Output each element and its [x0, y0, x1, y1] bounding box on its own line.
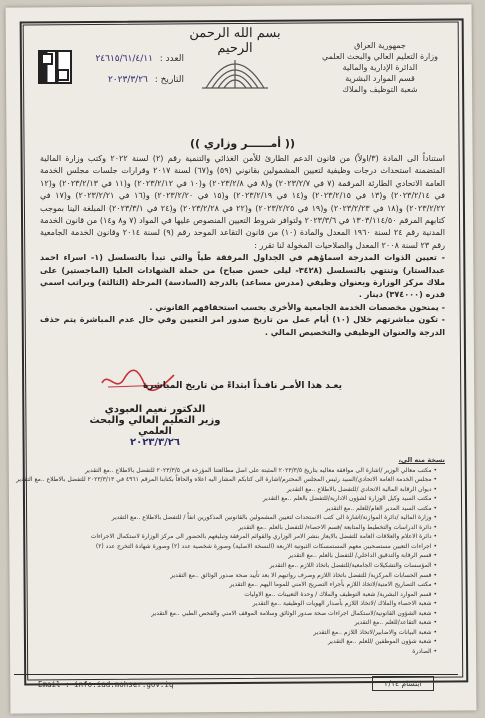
footer-divider	[14, 674, 458, 675]
copy-recipient: • مجلس الخدمة العامة الاتحادي/السيد رئيس المجلس المحترم/اشارة الى كتابكم المشار اليه اعلاه والحاقاً بكتابنا المرقم ٤٩٦١ في ٢٠٢٣/٣/١٣ للتفضل بالاطلاع ..مع التقدير	[40, 475, 437, 485]
copy-recipient: • مكتب التصاريح الامنية/لاتخاذ اللازم بأجراء التصريح الامني للموما اليهم ..مع التقدير	[40, 580, 437, 590]
org-line: وزارة التعليم العالي والبحث العلمي	[322, 52, 438, 61]
copy-recipient: • دائرة الدراسات والتخطيط والمتابعة /قسم الاحصاء/ للتفضل بالعلم ..مع التقدير	[40, 523, 437, 533]
copy-recipient: • قسم الموارد البشرية/ شعبة التوظيف والملاك / وحدة التعيينات ..مع الاوليات	[40, 590, 437, 600]
document-title: (( أمــــــر وزاري ))	[190, 137, 295, 150]
copy-recipient: • اجراءات التعيين مستصحبين معهم المستمسكات الثبوتية الاربعة (النسخة الاصلية) وصورة شخصية عدد (٢) وصورة شهادة التخرج عدد (٢)	[40, 542, 437, 552]
copy-recipient: • قسم الرقابة والتدقيق الداخلي/ للتفضل بالعلم ..مع التقدير	[40, 551, 437, 561]
ref-date-label: التاريخ :	[154, 75, 184, 85]
decision-item: - تكون مباشرتهم خلال (١٠) أيام عمل من تاريخ صدور امر التعيين وفي حال عدم المباشرة يتم حذف الدرجة والعنوان الوظيفي والتخصيص المالي .	[40, 314, 445, 337]
copy-recipient: • دائرة الاعلام والعلاقات العامة للتفضل بالايعاز بنشر الامر الوزاري والقوائم المرفقة وتبليغهم بالحضور الى مركز الوزارة لاستكمال الاجراءات	[40, 532, 437, 542]
copy-recipient: • شعبة شؤون الموظفين /للعلم ..مع التقدير	[40, 637, 437, 647]
decision-item: - تعيين الذوات المدرجة اسماؤهم في الجداول المرفقة طياً والتي تبدأ بالتسلسل (١- اسراء احمد عبدالستار) وتنتهي بالتسلسل (٣٤٢٨- ليلى حسن صباح) من حملة الشهادات العليا (الماجستير) على ملاك مركز الوزارة وبعنوان وظيفي (مدرس مساعد) بالدرجة (السادسة) المرحلة (الثالثة) وبراتب اسمي قدره (٣٧٤٠٠٠) دينار .	[40, 252, 445, 300]
page-number-box: ابتسام ٣/١٤	[372, 676, 434, 691]
footer-email: Email : info.iad.mohser.gov.iq	[38, 680, 174, 689]
document-body	[40, 152, 445, 338]
basmala-heading: بسم الله الرحمن الرحيم	[189, 26, 281, 56]
body-paragraph: استناداً الى المادة (٣/اولاً) من قانون الدعم الطارئ للأمن الغذائي والتنمية رقم (٢) لسنة ٢٠٢٢ وكتب وزارة المالية المتضمنة استحداث درجات وظيفية لتعيين المشمولين بقانوني (٥٩) و(٦٧) لسنة ٢٠١٧ وقرارات جلسات مجلس الخدمة العامة الاتحادي الطارئة المرقمة (٧ في ٢٠٢٣/٢/٧) و(٨ في ٢٠٢٣/٢/٨) و(١٠ في ٢٠٢٣/٢/١٢) و(١١ في ٢٠٢٣/٢/١٣) و(١٢ في ٢٠٢٣/٢/١٤) و(١٣ في ٢٠٢٣/٢/١٥) و(١٤ في ٢٠٢٣/٢/١٩) و(١٥ في ٢٠٢٣/٢/٢٠) و(١٦ في ٢٠٢٣/٢/٢١) و(١٧ في ٢٠٢٣/٢/٢٢) و(١٨ في ٢٠٢٣/٢/٢٣) و(١٩ في ٢٠٢٣/٢/٢٥) و(٢٢ في ٢٠٢٣/٢/٢٨) و(٢٤ في ٢٠٢٣/٣/١) المبلغة الينا بموجب كتابهم المرقم ١٣٠٣/١١٤/٥٠ في ٢٠٢٣/٣/٦ ولتوافر شروط التعيين المنصوص عليها في المواد (٧ و٨ و١٤) من قانون الخدمة المدنية رقم ٢٤ لسنة ١٩٦٠ المعدل والمادة (١٠) من قانون التقاعد الموحد رقم (٩) لسنة ٢٠١٤ وقانون الخدمة الجامعية رقم ٢٣ لسنة ٢٠٠٨ المعدل والصلاحيات المخولة لنا تقرر :	[40, 153, 446, 250]
copy-recipient: • قسم الحسابات المركزية/ للتفضل باتخاذ اللازم وصرف رواتبهم الا بعد تأييد صحة صدور الوثائق ..مع التقدير	[40, 571, 437, 581]
signature-block	[75, 404, 235, 448]
copy-recipient: • وزارة المالية /دائرة الموازنة/اشارة الى كتب الاستحداث لتعيين المشمولين بالقانونين المذكورين انفاً / للتفضل بالاطلاع ..مع التقدير	[40, 513, 437, 523]
ref-number	[74, 54, 184, 64]
ref-number-label: العدد :	[159, 54, 184, 64]
copies-list	[16, 456, 445, 656]
copy-recipient: • شعبة الشؤون القانونية/لاستكمال اجراءات صحة صدور الوثائق وسلامة الموقف الامني والفحص الطبي ..مع التقدير	[40, 609, 437, 619]
copies-heading: نسخة منه الى،	[398, 456, 445, 464]
org-line: جمهورية العراق	[354, 41, 406, 50]
organization-header	[305, 40, 455, 95]
copy-recipient: • الصادرة	[40, 647, 437, 657]
signer-name: الدكتور نعيم العبودي	[104, 404, 206, 415]
qr-code	[38, 50, 72, 84]
copy-recipient: • شعبة الاحصاء والملاك /لاتخاذ اللازم بأصدار الهويات الوظيفية ..مع التقدير	[40, 599, 437, 609]
copy-recipient: • المؤسسات والتشكيلات الجامعية/للتفضل باتخاذ اللازم ..مع التقدير	[40, 561, 437, 571]
signer-date: ٢٠٢٣/٣/٢٦	[129, 437, 181, 448]
effective-statement: يعـد هذا الأمـر نافـذاً ابتداءً من تاريخ المباشرة	[142, 381, 343, 391]
ref-date	[74, 75, 184, 85]
copy-recipient: • مكتب معالي الوزير /اشارة الى موافقة معاليه بتاريخ ٢٠٢٣/٣/٥ المثبتة على اصل مطالعتنا المؤرخة في ٢٠٢٣/٣/٥ للتفضل بالاطلاع ..مع التقدير	[40, 466, 437, 476]
ref-date-value: ٢٠٢٣/٣/٢٦	[107, 75, 148, 85]
copy-recipient: • شعبة البيانات والاضابير/لاتخاذ اللازم ..مع التقدير	[40, 628, 437, 638]
ref-number-value: ٢٤٦١٥/٦١/٤/١١	[95, 54, 153, 64]
org-line: شعبة التوظيف والملاك	[342, 85, 418, 94]
signer-title: وزير التعليم العالي والبحث العلمي	[89, 415, 221, 437]
copy-recipient: • مكتب السيد المدير العام/للعلم ..مع التقدير	[40, 504, 437, 514]
org-line: الدائرة الإدارية والمالية	[342, 63, 418, 72]
ministry-emblem-icon	[198, 48, 272, 94]
copy-recipient: • ديوان الرقابة المالية الاتحادي /للتفضل بالاطلاع ..مع التقدير	[40, 485, 437, 495]
decision-item: - يمنحون مخصصات الخدمة الجامعية والأخرى بحسب استحقاقهم القانوني .	[149, 301, 445, 312]
copy-recipient: • مكتب السيد وكيل الوزارة لشؤون الادارية/للتفضل بالعلم ..مع التقدير	[40, 494, 437, 504]
copy-recipient: • شعبة التقاعد/للعلم ..مع التقدير	[40, 618, 437, 628]
org-line: قسم الموارد البشرية	[345, 74, 415, 83]
